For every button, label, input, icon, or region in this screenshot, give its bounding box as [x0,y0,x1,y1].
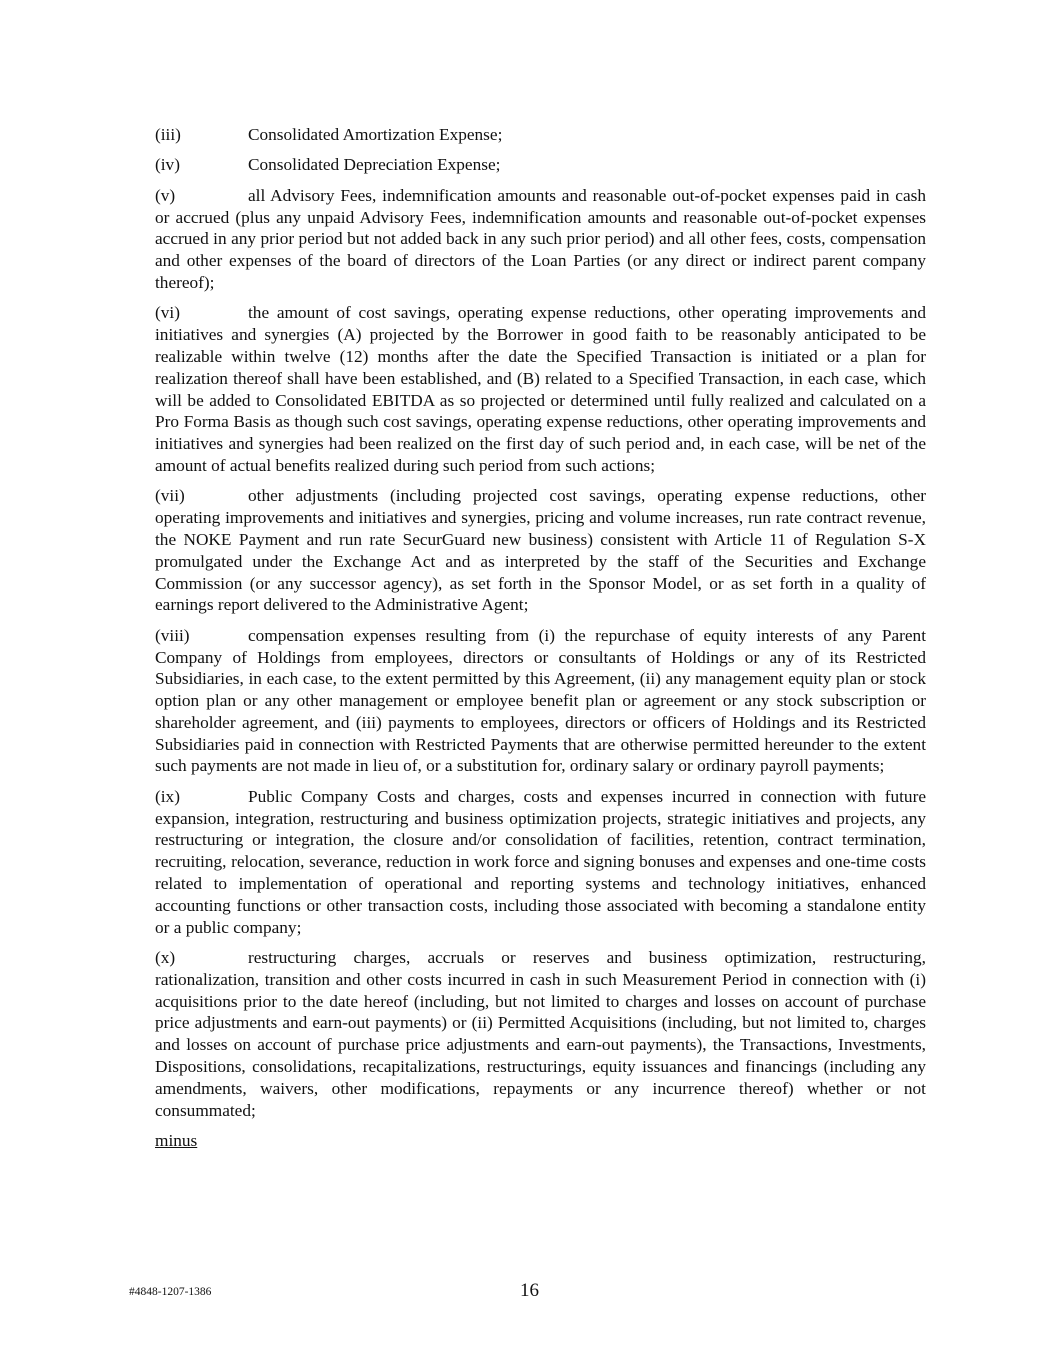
clause-viii [155,625,926,778]
clause-iv [155,154,926,176]
clause-text: all Advisory Fees, indemnification amounts and reasonable out-of-pocket expenses paid in cash or accrued (plus any unpaid Advisory Fees, indemnification amounts and reasonable out-of-pocket expenses accrued in any prior period but not added back in any such prior period) and all other fees, costs, compensation and other expenses of the board of directors of the Loan Parties (or any direct or indirect parent company thereof); [155,185,926,292]
clause-text: restructuring charges, accruals or reserves and business optimization, restructuring, rationalization, transition and other costs incurred in cash in such Measurement Period in connection with (i) acquisitions prior to the date hereof (including, but not limited to charges and losses on account of purchase price adjustments and earn-out payments) or (ii) Permitted Acquisitions (including, but not limited to, charges and losses on account of purchase price adjustments and earn-out payments), the Transactions, Investments, Dispositions, consolidations, recapitalizations, restructurings, equity issuances and financings (including any amendments, waivers, other modifications, repayments or any incurrence thereof) whether or not consummated; [155,948,926,1120]
footer-document-id: #4848-1207-1386 [129,1286,212,1298]
clause-label: (iii) [155,125,181,144]
clause-vii [155,485,926,616]
clause-iii [155,124,926,146]
clause-label: (v) [155,185,176,205]
clause-text: Public Company Costs and charges, costs and expenses incurred in connection with future expansion, integration, restructuring and business optimization projects, strategic initiatives and projects, any restructuring or integration, the closure and/or consolidation of facilities, retention, contract termination, recruiting, relocation, severance, reduction in work force and signing bonuses and expenses and one-time costs related to implementation of operational and reporting systems and technology initiatives, enhanced accounting functions or other transaction costs, including those associated with becoming a standalone entity or a public company; [155,786,926,937]
clause-label: (iv) [155,155,180,175]
minus-heading: minus [155,1131,198,1151]
clause-label: (vii) [155,486,185,506]
clause-label: (vi) [155,303,180,323]
clause-text: Consolidated Amortization Expense; [248,125,503,144]
clause-ix [155,786,926,939]
clause-label: (viii) [155,625,190,645]
clause-vi [155,302,926,476]
clause-v [155,185,926,294]
page-number: 16 [520,1280,539,1301]
clause-text: compensation expenses resulting from (i) the repurchase of equity interests of any Parent Company of Holdings from employees, directors or consultants of Holdings or any of its Restricted Subsidiaries, in each case, to the extent permitted by this Agreement, (ii) any management equity plan or stock option plan or any other management or employee benefit plan or agreement or any stock subscription or shareholder agreement, and (iii) payments to employees, directors or officers of Holdings and its Restricted Subsidiaries paid in connection with Restricted Payments that are otherwise permitted hereunder to the extent such payments are not made in lieu of, or a substitution for, ordinary salary or ordinary payroll payments; [155,625,926,776]
clause-label: (ix) [155,786,180,806]
clause-text: other adjustments (including projected cost savings, operating expense reductions, other operating improvements and initiatives and synergies, pricing and volume increases, run rate contract revenue, the NOKE Payment and run rate SecurGuard new business) consistent with Article 11 of Regulation S-X promulgated under the Exchange Act and as interpreted by the staff of the Securities and Exchange Commission (or any successor agency), as set forth in the Sponsor Model, or as set forth in a quality of earnings report delivered to the Administrative Agent; [155,486,926,615]
document-page [155,124,926,1152]
clause-text: Consolidated Depreciation Expense; [248,155,501,175]
clause-text: the amount of cost savings, operating expense reductions, other operating improvements and initiatives and synergies (A) projected by the Borrower in good faith to be reasonably anticipated to be realizable within twelve (12) months after the date the Specified Transaction is initiated or a plan for realization thereof shall have been established, and (B) related to a Specified Transaction, in each case, which will be added to Consolidated EBITDA as so projected or determined until fully realized and calculated on a Pro Forma Basis as though such cost savings, operating expense reductions, other operating improvements and initiatives and synergies had been realized on the first day of such period and, in each case, will be net of the amount of actual benefits realized during such period from such actions; [155,303,926,475]
clause-x [155,947,926,1121]
clause-label: (x) [155,948,176,968]
